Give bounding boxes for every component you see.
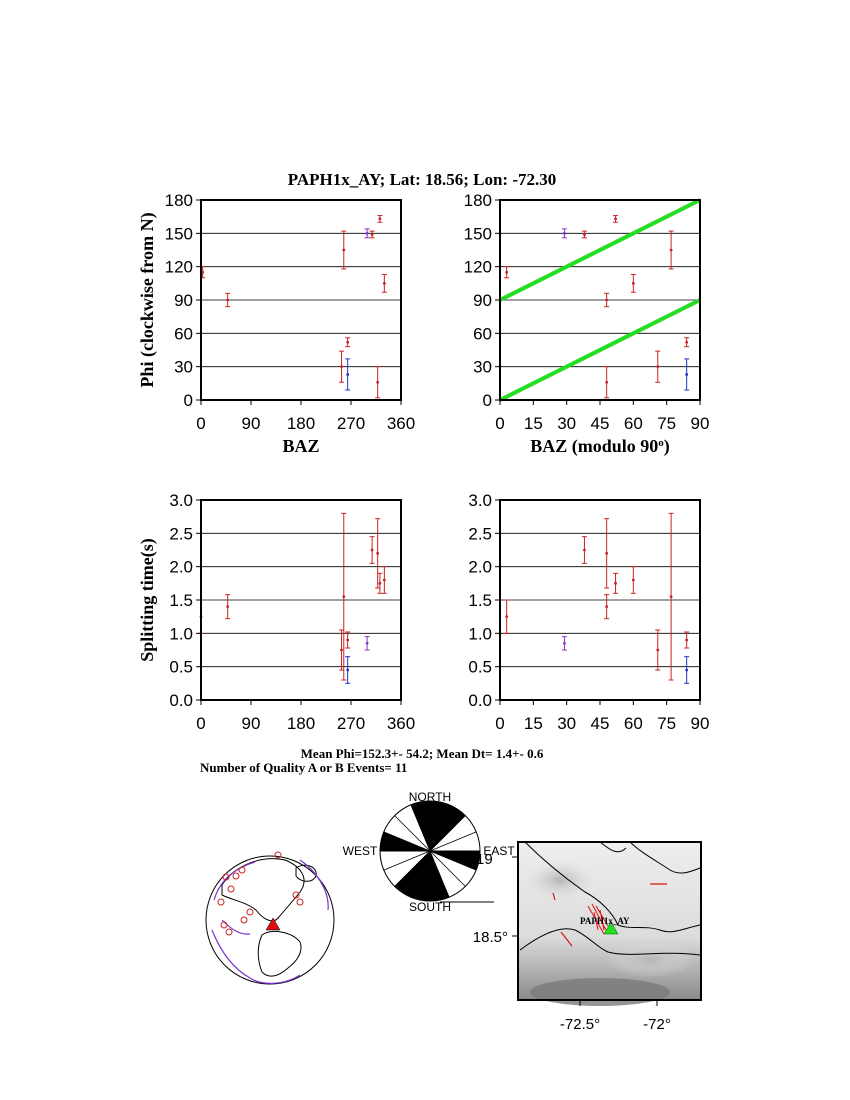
x-tick-label: 90: [241, 714, 261, 733]
point-marker: [685, 341, 688, 344]
point-marker: [685, 639, 688, 642]
y-tick-label: 2.5: [169, 524, 193, 544]
y-tick-label: 1.5: [169, 591, 193, 610]
local-map: [473, 842, 701, 1033]
point-marker: [656, 365, 659, 368]
x-tick-label: 30: [557, 714, 577, 733]
point-marker: [226, 299, 229, 302]
figure-title: PAPH1x_AY; Lat: 18.56; Lon: -72.30: [287, 170, 557, 189]
point-marker: [383, 282, 386, 285]
x-tick-label: 0: [196, 714, 206, 733]
y-tick-label: 2.0: [169, 557, 193, 577]
point-marker: [226, 605, 229, 608]
y-tick-label: 0: [183, 391, 193, 410]
x-tick-label: 90: [690, 714, 710, 733]
point-marker: [632, 282, 635, 285]
x-tick-label: 60: [623, 714, 643, 733]
x-tick-label: 75: [657, 414, 677, 433]
point-marker: [342, 595, 345, 598]
point-marker: [378, 217, 381, 220]
point-marker: [583, 549, 586, 552]
map-lon-tick-label: -72.5°: [559, 1016, 601, 1033]
x-tick-label: 270: [336, 414, 366, 433]
point-marker: [685, 373, 688, 376]
point-marker: [376, 552, 379, 555]
point-marker: [346, 669, 349, 672]
point-marker: [632, 579, 635, 582]
x-tick-label: 90: [241, 414, 261, 433]
point-marker: [346, 373, 349, 376]
x-tick-label: 360: [386, 714, 416, 733]
x-tick-label: 90: [690, 414, 710, 433]
point-marker: [670, 595, 673, 598]
y-tick-label: 120: [164, 257, 193, 277]
point-marker: [563, 642, 566, 645]
y-tick-label: 180: [164, 191, 193, 210]
x-tick-label: 15: [523, 714, 543, 733]
x-tick-label: 75: [657, 714, 677, 733]
point-marker: [614, 217, 617, 220]
x-tick-label: 360: [386, 414, 416, 433]
point-marker: [346, 639, 349, 642]
point-marker: [342, 249, 345, 252]
y-tick-label: 0.5: [468, 657, 492, 677]
point-marker: [505, 271, 508, 274]
x-tick-label: 0: [196, 414, 206, 433]
y-tick-label: 0.0: [169, 691, 193, 710]
y-tick-label: 0.5: [169, 657, 193, 677]
y-tick-label: 120: [463, 257, 492, 277]
summary-count-line: Number of Quality A or B Events= 11: [200, 760, 408, 775]
chart-phi-baz: [137, 191, 415, 456]
x-tick-label: 0: [495, 714, 505, 733]
y-tick-label: 3.0: [468, 491, 492, 510]
point-marker: [371, 549, 374, 552]
point-marker: [378, 582, 381, 585]
rose-label-north: NORTH: [408, 790, 452, 804]
point-marker: [656, 649, 659, 652]
point-marker: [605, 605, 608, 608]
x-axis-label: BAZ (modulo 90$^o$): [530, 436, 670, 456]
point-marker: [605, 381, 608, 384]
map-lat-tick-label: 18.5°: [472, 929, 508, 946]
x-tick-label: 270: [336, 714, 366, 733]
y-tick-label: 30: [174, 357, 193, 377]
y-tick-label: 150: [463, 224, 492, 244]
rose-label-west: WEST: [342, 844, 378, 858]
y-tick-label: 90: [174, 291, 193, 310]
y-tick-label: 2.5: [468, 524, 492, 544]
point-marker: [563, 232, 566, 235]
y-tick-label: 0: [482, 391, 492, 410]
summary-mean-line: Mean Phi=152.3+- 54.2; Mean Dt= 1.4+- 0.6: [300, 746, 544, 761]
point-marker: [505, 615, 508, 618]
y-tick-label: 0.0: [468, 691, 492, 710]
x-tick-label: 45: [590, 714, 610, 733]
point-marker: [685, 669, 688, 672]
map-lat-tick-edge: 19: [476, 851, 493, 868]
point-marker: [383, 579, 386, 582]
y-tick-label: 1.5: [468, 591, 492, 610]
x-tick-label: 45: [590, 414, 610, 433]
chart-phi-baz-mod90: [464, 191, 710, 457]
y-tick-label: 3.0: [169, 491, 193, 510]
point-marker: [340, 365, 343, 368]
point-marker: [605, 552, 608, 555]
point-marker: [605, 299, 608, 302]
x-tick-label: 180: [286, 414, 316, 433]
y-tick-label: 30: [473, 357, 492, 377]
map-station-label: PAPH1x_AY: [580, 916, 630, 926]
x-axis-label: BAZ: [282, 436, 320, 456]
rose-label-east: EAST: [483, 844, 515, 858]
globe-inset: [206, 852, 334, 984]
y-tick-label: 60: [473, 324, 492, 344]
point-marker: [371, 233, 374, 236]
point-marker: [376, 381, 379, 384]
y-tick-label: 2.0: [468, 557, 492, 577]
point-marker: [366, 642, 369, 645]
y-axis-label: Phi (clockwise from N): [137, 212, 157, 388]
point-marker: [583, 233, 586, 236]
map-lon-tick-label: -72°: [643, 1016, 671, 1033]
x-tick-label: 15: [523, 414, 543, 433]
chart-dt-baz-mod90: [468, 491, 709, 733]
rose-label-south: SOUTH: [409, 900, 451, 914]
point-marker: [340, 649, 343, 652]
y-axis-label: Splitting time(s): [137, 538, 157, 662]
point-marker: [366, 232, 369, 235]
y-tick-label: 180: [463, 191, 492, 210]
chart-dt-baz: [137, 491, 415, 733]
point-marker: [346, 341, 349, 344]
y-tick-label: 1.0: [169, 624, 193, 644]
point-marker: [614, 582, 617, 585]
point-marker: [670, 249, 673, 252]
x-tick-label: 30: [557, 414, 577, 433]
x-tick-label: 180: [286, 714, 316, 733]
y-tick-label: 150: [164, 224, 193, 244]
y-tick-label: 90: [473, 291, 492, 310]
y-tick-label: 1.0: [468, 624, 492, 644]
x-tick-label: 0: [495, 414, 505, 433]
x-tick-label: 60: [623, 414, 643, 433]
y-tick-label: 60: [174, 324, 193, 344]
